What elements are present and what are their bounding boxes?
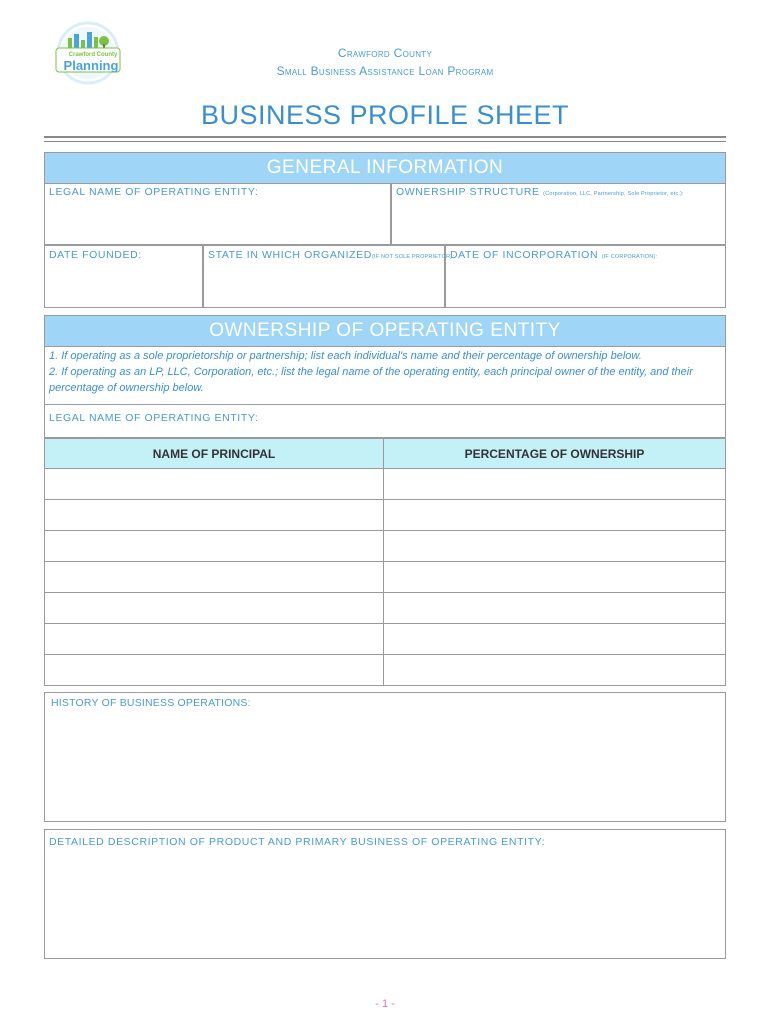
ownership-structure-field[interactable]: [391, 183, 725, 245]
date-incorporation-label: DATE OF INCORPORATION: [450, 249, 599, 261]
business-description-field[interactable]: [44, 829, 726, 959]
ownership-note-1: 1. If operating as a sole proprietorship or partnership; list each individual's name and their percentage of ownership below.: [49, 350, 642, 362]
org-line-1: Crawford County: [337, 46, 433, 60]
column-header-principal: NAME OF PRINCIPAL: [45, 438, 384, 469]
legal-name-field[interactable]: [45, 183, 391, 245]
business-description-label: DETAILED DESCRIPTION OF PRODUCT AND PRIMARY BUSINESS OF OPERATING ENTITY:: [49, 836, 546, 848]
ownership-note-2b: percentage of ownership below.: [49, 382, 204, 394]
title-rule-top: [44, 136, 726, 138]
logo-text-top: Crawford County: [68, 52, 118, 58]
general-information-heading: GENERAL INFORMATION: [45, 153, 725, 184]
history-field[interactable]: [44, 692, 726, 822]
org-line-2: Small Business Assistance Loan Program: [276, 64, 494, 78]
principal-name-cell[interactable]: [45, 469, 384, 500]
ownership-structure-label: OWNERSHIP STRUCTURE: [396, 186, 540, 198]
page-number: - 1 -: [375, 998, 395, 1010]
ownership-percentage-cell[interactable]: [384, 562, 725, 593]
state-organized-hint: (IF NOT SOLE PROPRIETOR):: [371, 254, 455, 260]
ownership-percentage-cell[interactable]: [384, 624, 725, 655]
ownership-percentage-cell[interactable]: [384, 655, 725, 685]
ownership-section: [44, 315, 726, 686]
ownership-legal-name-field[interactable]: [45, 404, 725, 438]
date-founded-label: DATE FOUNDED:: [49, 249, 142, 261]
legal-name-label: LEGAL NAME OF OPERATING ENTITY:: [49, 186, 259, 198]
logo-text-main: Planning: [63, 58, 119, 73]
ownership-percentage-cell[interactable]: [384, 531, 725, 562]
date-incorporation-hint: (IF CORPORATION):: [601, 254, 658, 260]
state-organized-field[interactable]: [203, 245, 455, 307]
history-label: HISTORY OF BUSINESS OPERATIONS:: [51, 697, 251, 709]
title-rule-bottom: [44, 141, 726, 142]
ownership-percentage-cell[interactable]: [384, 469, 725, 500]
date-founded-field[interactable]: [45, 245, 203, 307]
ownership-percentage-cell[interactable]: [384, 593, 725, 624]
date-incorporation-field[interactable]: [445, 245, 725, 307]
principal-name-cell[interactable]: [45, 655, 384, 685]
ownership-heading: OWNERSHIP OF OPERATING ENTITY: [45, 316, 725, 347]
principal-name-cell[interactable]: [45, 500, 384, 531]
principal-name-cell[interactable]: [45, 593, 384, 624]
principal-name-cell[interactable]: [45, 624, 384, 655]
page-title: BUSINESS PROFILE SHEET: [200, 100, 570, 130]
ownership-note-2a: 2. If operating as an LP, LLC, Corporation, etc.; list the legal name of the operating entity, each principal owner of the entity, and their: [49, 366, 693, 378]
general-information-section: [44, 152, 726, 308]
column-header-percentage: PERCENTAGE OF OWNERSHIP: [384, 438, 725, 469]
ownership-instructions: [45, 348, 725, 396]
principal-name-cell[interactable]: [45, 531, 384, 562]
principal-name-cell[interactable]: [45, 562, 384, 593]
state-organized-label: STATE IN WHICH ORGANIZED: [208, 249, 372, 261]
ownership-legal-name-label: LEGAL NAME OF OPERATING ENTITY:: [49, 412, 259, 424]
ownership-percentage-cell[interactable]: [384, 500, 725, 531]
ownership-structure-hint: (Corporation, LLC, Partnership, Sole Proprietor, etc.):: [543, 191, 684, 197]
